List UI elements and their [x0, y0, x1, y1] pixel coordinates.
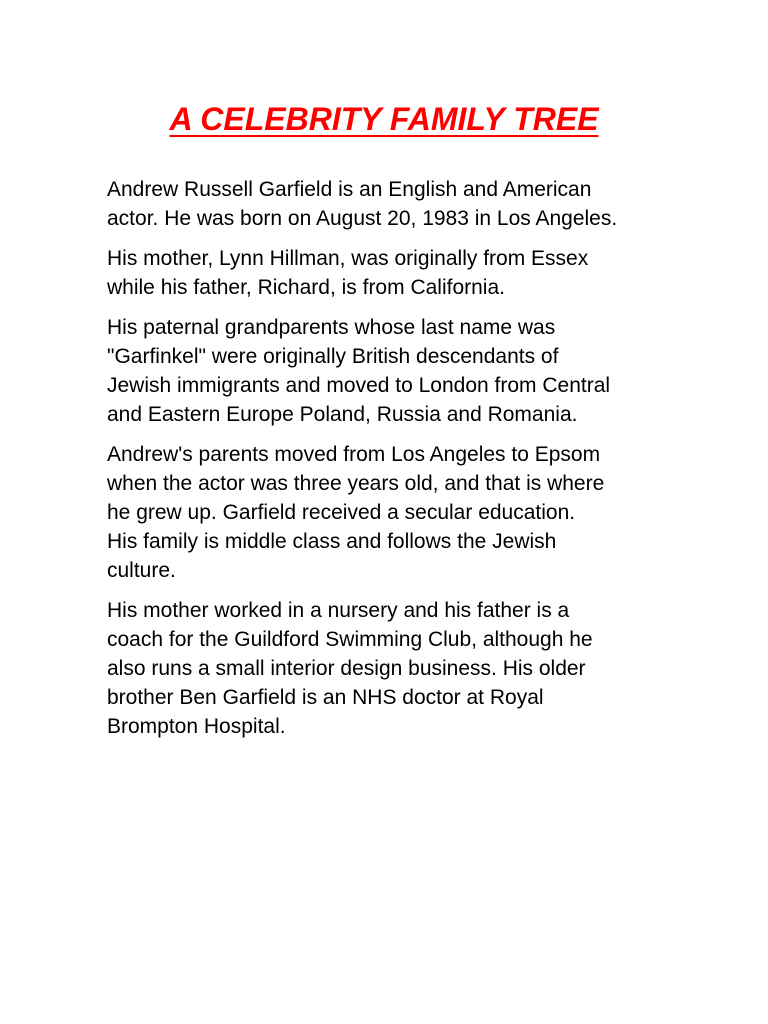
paragraph-parents: His mother, Lynn Hillman, was originally from Essex while his father, Richard, is from California.	[107, 247, 589, 299]
paragraph-family-work: His mother worked in a nursery and his father is a coach for the Guildford Swimming Club, although he also runs a small interior design business. His older brother Ben Garfield is an NHS doctor at Royal Brompton Hospital.	[107, 599, 593, 738]
document-title-text: A CELEBRITY FAMILY TREE	[169, 101, 599, 137]
paragraph-upbringing: Andrew's parents moved from Los Angeles to Epsom when the actor was three years old, and that is where he grew up. Garfield received a secular education. His family is middle class and follows the Jewish culture.	[107, 443, 605, 582]
paragraph-grandparents: His paternal grandparents whose last name was "Garfinkel" were originally British descendants of Jewish immigrants and moved to London from Central and Eastern Europe Poland, Russia and Romania.	[107, 316, 611, 426]
paragraph-birth: Andrew Russell Garfield is an English and American actor. He was born on August 20, 1983 in Los Angeles.	[107, 178, 618, 230]
document-body	[107, 175, 667, 752]
document-title	[0, 99, 768, 139]
